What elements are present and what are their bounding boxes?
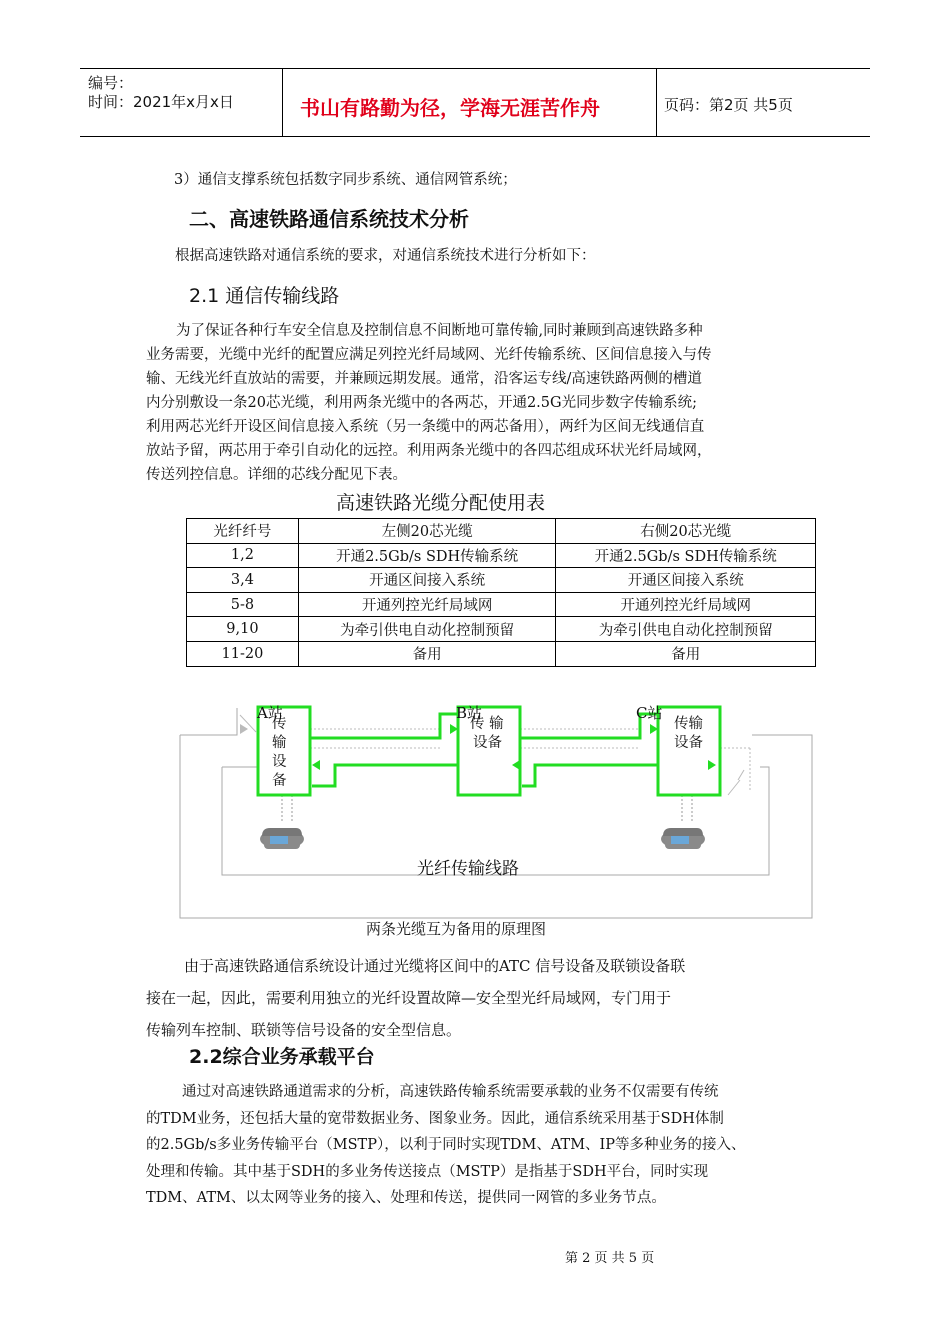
table-cell: 开通区间接入系统 [556, 568, 816, 593]
arrow-icon [240, 724, 248, 734]
table-cell: 为牵引供电自动化控制预留 [298, 617, 556, 642]
table-cell: 开通列控光纤局域网 [298, 592, 556, 617]
doc-date-label: 时间：2021年x月x日 [88, 93, 234, 111]
table-row [187, 568, 816, 593]
outer-frame [180, 708, 237, 735]
section-2-title: 二、高速铁路通信系统技术分析 [189, 207, 469, 231]
text-line: 接在一起，因此，需要利用独立的光纤设置故障—安全型光纤局域网，专门用于 [146, 989, 672, 1007]
table-row [187, 617, 816, 642]
table-cell: 开通列控光纤局域网 [556, 592, 816, 617]
table-row [187, 641, 816, 666]
station-b-label: B站 [456, 704, 483, 722]
table-row [187, 592, 816, 617]
fiber-path-forward [310, 714, 458, 738]
device-label-char: 输 [272, 735, 287, 751]
device-label-line: 传输 [674, 716, 703, 732]
device-label-line: 设备 [674, 735, 703, 751]
fiber-line-label: 光纤传输线路 [417, 859, 519, 879]
section-2-1-title: 2.1 通信传输线路 [189, 285, 340, 307]
frame-mark [728, 780, 740, 795]
frame-mark [738, 770, 744, 780]
table-title: 高速铁路光缆分配使用表 [336, 492, 546, 514]
section-2-intro: 根据高速铁路对通信系统的要求，对通信系统技术进行分析如下： [175, 248, 596, 264]
telephone-icon [260, 828, 304, 849]
table-cell: 1,2 [187, 543, 299, 568]
text-line: 通过对高速铁路通道需求的分析，高速铁路传输系统需要承载的业务不仅需要有传统 [182, 1084, 719, 1100]
header-motto: 书山有路勤为径，学海无涯苦作舟 [300, 96, 600, 120]
section-2-1-paragraph [146, 319, 836, 487]
text-line: 的TDM业务，还包括大量的宽带数据业务、图象业务。因此，通信系统采用基于SDH体制 [146, 1110, 724, 1127]
doc-number-label: 编号： [88, 74, 134, 92]
device-c-label [674, 715, 703, 753]
device-label-char: 设 [272, 754, 287, 770]
section-2-2-paragraph [146, 1079, 836, 1212]
table-cell: 备用 [556, 641, 816, 666]
text-line: 为了保证各种行车安全信息及控制信息不间断地可靠传输,同时兼顾到高速铁路多种 [176, 323, 703, 339]
table-cell: 左侧20芯光缆 [298, 519, 556, 544]
text-line: 业务需要，光缆中光纤的配置应满足列控光纤局域网、光纤传输系统、区间信息接入与传 [146, 347, 712, 363]
text-line: 输、无线光纤直放站的需要，并兼顾远期发展。通常，沿客运专线/高速铁路两侧的槽道 [146, 371, 702, 387]
table-cell: 开通2.5Gb/s SDH传输系统 [556, 543, 816, 568]
fiber-lan-paragraph [146, 950, 836, 1046]
header-divider [282, 68, 283, 136]
fiber-allocation-table [186, 518, 816, 667]
section-2-2-title: 2.2综合业务承载平台 [189, 1046, 375, 1068]
text-line: 放站予留，两芯用于牵引自动化的远控。利用两条光缆中的各四芯组成环状光纤局域网， [146, 443, 712, 459]
arrow-icon [708, 760, 716, 770]
table-header-row [187, 519, 816, 544]
arrow-icon [512, 760, 520, 770]
table-cell: 光纤纤号 [187, 519, 299, 544]
text-line: 内分别敷设一条20芯光缆，利用两条光缆中的各两芯，开通2.5G光同步数字传输系统; [146, 395, 697, 411]
table-cell: 备用 [298, 641, 556, 666]
text-line: 的2.5Gb/s多业务传输平台（MSTP），以利于同时实现TDM、ATM、IP等多种业务的接入、 [146, 1137, 746, 1153]
header-top-rule [80, 68, 870, 69]
device-b-label [470, 715, 504, 753]
header-bottom-rule [80, 136, 870, 137]
table-cell: 开通2.5Gb/s SDH传输系统 [298, 543, 556, 568]
table-cell: 5-8 [187, 592, 299, 617]
fiber-path-reverse [312, 765, 458, 786]
header-page-info: 页码：第2页 共5页 [664, 96, 793, 114]
telephone-icon [661, 828, 705, 849]
device-label-char: 传 [272, 716, 287, 732]
device-label-line: 传 输 [470, 716, 504, 732]
header-divider [656, 68, 657, 136]
table-cell: 为牵引供电自动化控制预留 [556, 617, 816, 642]
table-cell: 3,4 [187, 568, 299, 593]
page-footer: 第 2 页 共 5 页 [565, 1251, 655, 1266]
text-line: 传送列控信息。详细的芯线分配见下表。 [146, 467, 407, 483]
station-c-label: C站 [636, 704, 663, 722]
text-line: 由于高速铁路通信系统设计通过光缆将区间中的ATC 信号设备及联锁设备联 [184, 957, 686, 975]
text-line: TDM、ATM、以太网等业务的接入、处理和传送，提供同一网管的多业务节点。 [146, 1190, 666, 1206]
table-cell: 11-20 [187, 641, 299, 666]
table-cell: 右侧20芯光缆 [556, 519, 816, 544]
table-row [187, 543, 816, 568]
arrow-icon [312, 760, 320, 770]
text-line: 处理和传输。其中基于SDH的多业务传送接点（MSTP）是指基于SDH平台，同时实现 [146, 1163, 709, 1180]
diagram-caption: 两条光缆互为备用的原理图 [366, 920, 547, 938]
station-a-label: A站 [257, 704, 283, 722]
fiber-path-reverse [522, 765, 658, 786]
text-line: 传输列车控制、联锁等信号设备的安全型信息。 [146, 1021, 462, 1039]
device-label-char: 备 [272, 773, 287, 789]
table-cell: 9,10 [187, 617, 299, 642]
item-3: 3）通信支撑系统包括数字同步系统、通信网管系统； [174, 172, 517, 188]
table-cell: 开通区间接入系统 [298, 568, 556, 593]
text-line: 利用两芯光纤开设区间信息接入系统（另一条缆中的两芯备用），两纤为区间无线通信直 [146, 419, 705, 435]
device-a-label [272, 715, 287, 791]
device-label-line: 设备 [473, 735, 502, 751]
